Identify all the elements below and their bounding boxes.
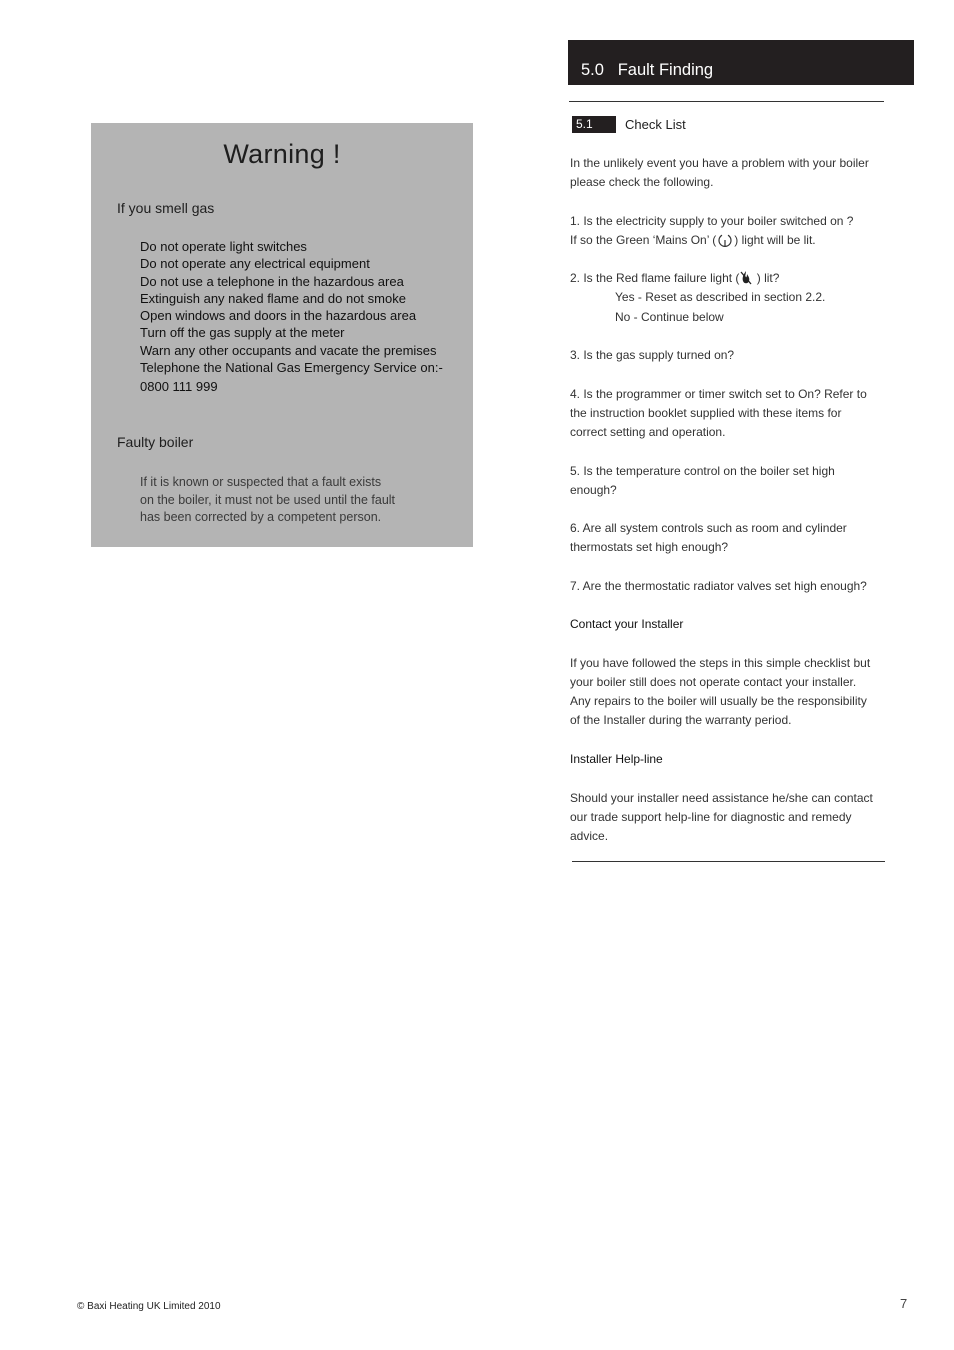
section-header xyxy=(568,40,914,85)
contact-installer-paragraph xyxy=(570,654,870,730)
question-2-no: No - Continue below xyxy=(615,310,724,324)
warning-box xyxy=(91,123,473,547)
question-7 xyxy=(570,577,867,596)
faulty-line: on the boiler, it must not be used until the fault xyxy=(140,492,396,507)
contact-installer-heading: Contact your Installer xyxy=(570,617,684,631)
text-line: In the unlikely event you have a problem with your boiler xyxy=(570,156,869,170)
text-line: 7. Are the thermostatic radiator valves set high enough? xyxy=(570,579,867,593)
text-line: 1. Is the electricity supply to your boiler switched on ? xyxy=(570,214,854,228)
text-fragment: ) light will be lit. xyxy=(734,233,816,247)
question-4 xyxy=(570,385,867,442)
faulty-line: If it is known or suspected that a fault exists xyxy=(140,475,382,489)
emergency-phone-number: 0800 111 999 xyxy=(140,379,218,395)
text-line: 6. Are all system controls such as room and cylinder xyxy=(570,521,847,535)
subsection-number-badge xyxy=(572,116,616,133)
intro-paragraph xyxy=(570,154,869,192)
question-3 xyxy=(570,346,734,365)
smell-item: Do not operate any electrical equipment xyxy=(140,256,370,272)
text-line: advice. xyxy=(570,829,609,843)
subsection-number: 5.1 xyxy=(576,117,593,131)
text-fragment: ) lit? xyxy=(753,271,780,285)
smell-item: Open windows and doors in the hazardous area xyxy=(140,308,417,324)
text-line: of the Installer during the warranty period. xyxy=(570,713,792,727)
text-line: Should your installer need assistance he/she can contact xyxy=(570,791,873,805)
divider-top xyxy=(569,101,884,102)
question-1 xyxy=(570,212,853,254)
question-6 xyxy=(570,519,847,557)
smell-item: Do not use a telephone in the hazardous area xyxy=(140,273,404,289)
power-icon xyxy=(717,232,733,254)
smell-gas-heading: If you smell gas xyxy=(117,200,215,216)
smell-item: Turn off the gas supply at the meter xyxy=(140,325,345,341)
installer-helpline-paragraph xyxy=(570,789,873,846)
warning-title: Warning ! xyxy=(223,139,341,169)
text-line xyxy=(570,231,853,254)
text-line: Any repairs to the boiler will usually be the responsibility xyxy=(570,694,867,708)
smell-gas-list xyxy=(140,238,443,396)
text-fragment: 2. Is the Red flame failure light ( xyxy=(570,271,740,285)
text-line: 3. Is the gas supply turned on? xyxy=(570,348,735,362)
faulty-boiler-text xyxy=(140,474,440,527)
text-line: correct setting and operation. xyxy=(570,425,726,439)
text-line: your boiler still does not operate contact your installer. xyxy=(570,675,857,689)
section-title: Fault Finding xyxy=(617,61,714,79)
question-5 xyxy=(570,462,835,500)
smell-item: Telephone the National Gas Emergency Service on:- xyxy=(140,360,443,376)
divider-bottom xyxy=(572,861,885,862)
text-line: If you have followed the steps in this simple checklist but xyxy=(570,656,871,670)
text-fragment: If so the Green ‘Mains On’ ( xyxy=(570,233,717,247)
installer-helpline-heading: Installer Help-line xyxy=(570,752,663,766)
page-number: 7 xyxy=(900,1296,908,1311)
faulty-line: has been corrected by a competent person. xyxy=(140,510,382,524)
text-line: thermostats set high enough? xyxy=(570,540,729,554)
copyright-footer: © Baxi Heating UK Limited 2010 xyxy=(77,1301,221,1312)
text-line: enough? xyxy=(570,483,617,497)
text-line: our trade support help-line for diagnostic and remedy xyxy=(570,810,852,824)
section-heading xyxy=(581,61,713,80)
section-number: 5.0 xyxy=(581,61,604,79)
smell-item: Do not operate light switches xyxy=(140,239,307,254)
text-line: please check the following. xyxy=(570,175,714,189)
smell-item: Extinguish any naked flame and do not smoke xyxy=(140,290,406,306)
text-line: the instruction booklet supplied with these items for xyxy=(570,406,842,420)
smell-item: Warn any other occupants and vacate the premises xyxy=(140,342,437,358)
subsection-title: Check List xyxy=(625,117,686,132)
question-2-yes: Yes - Reset as described in section 2.2. xyxy=(615,290,826,304)
faulty-boiler-heading: Faulty boiler xyxy=(117,434,194,450)
text-line: 4. Is the programmer or timer switch set to On? Refer to xyxy=(570,387,867,401)
text-line: 5. Is the temperature control on the boiler set high xyxy=(570,464,835,478)
